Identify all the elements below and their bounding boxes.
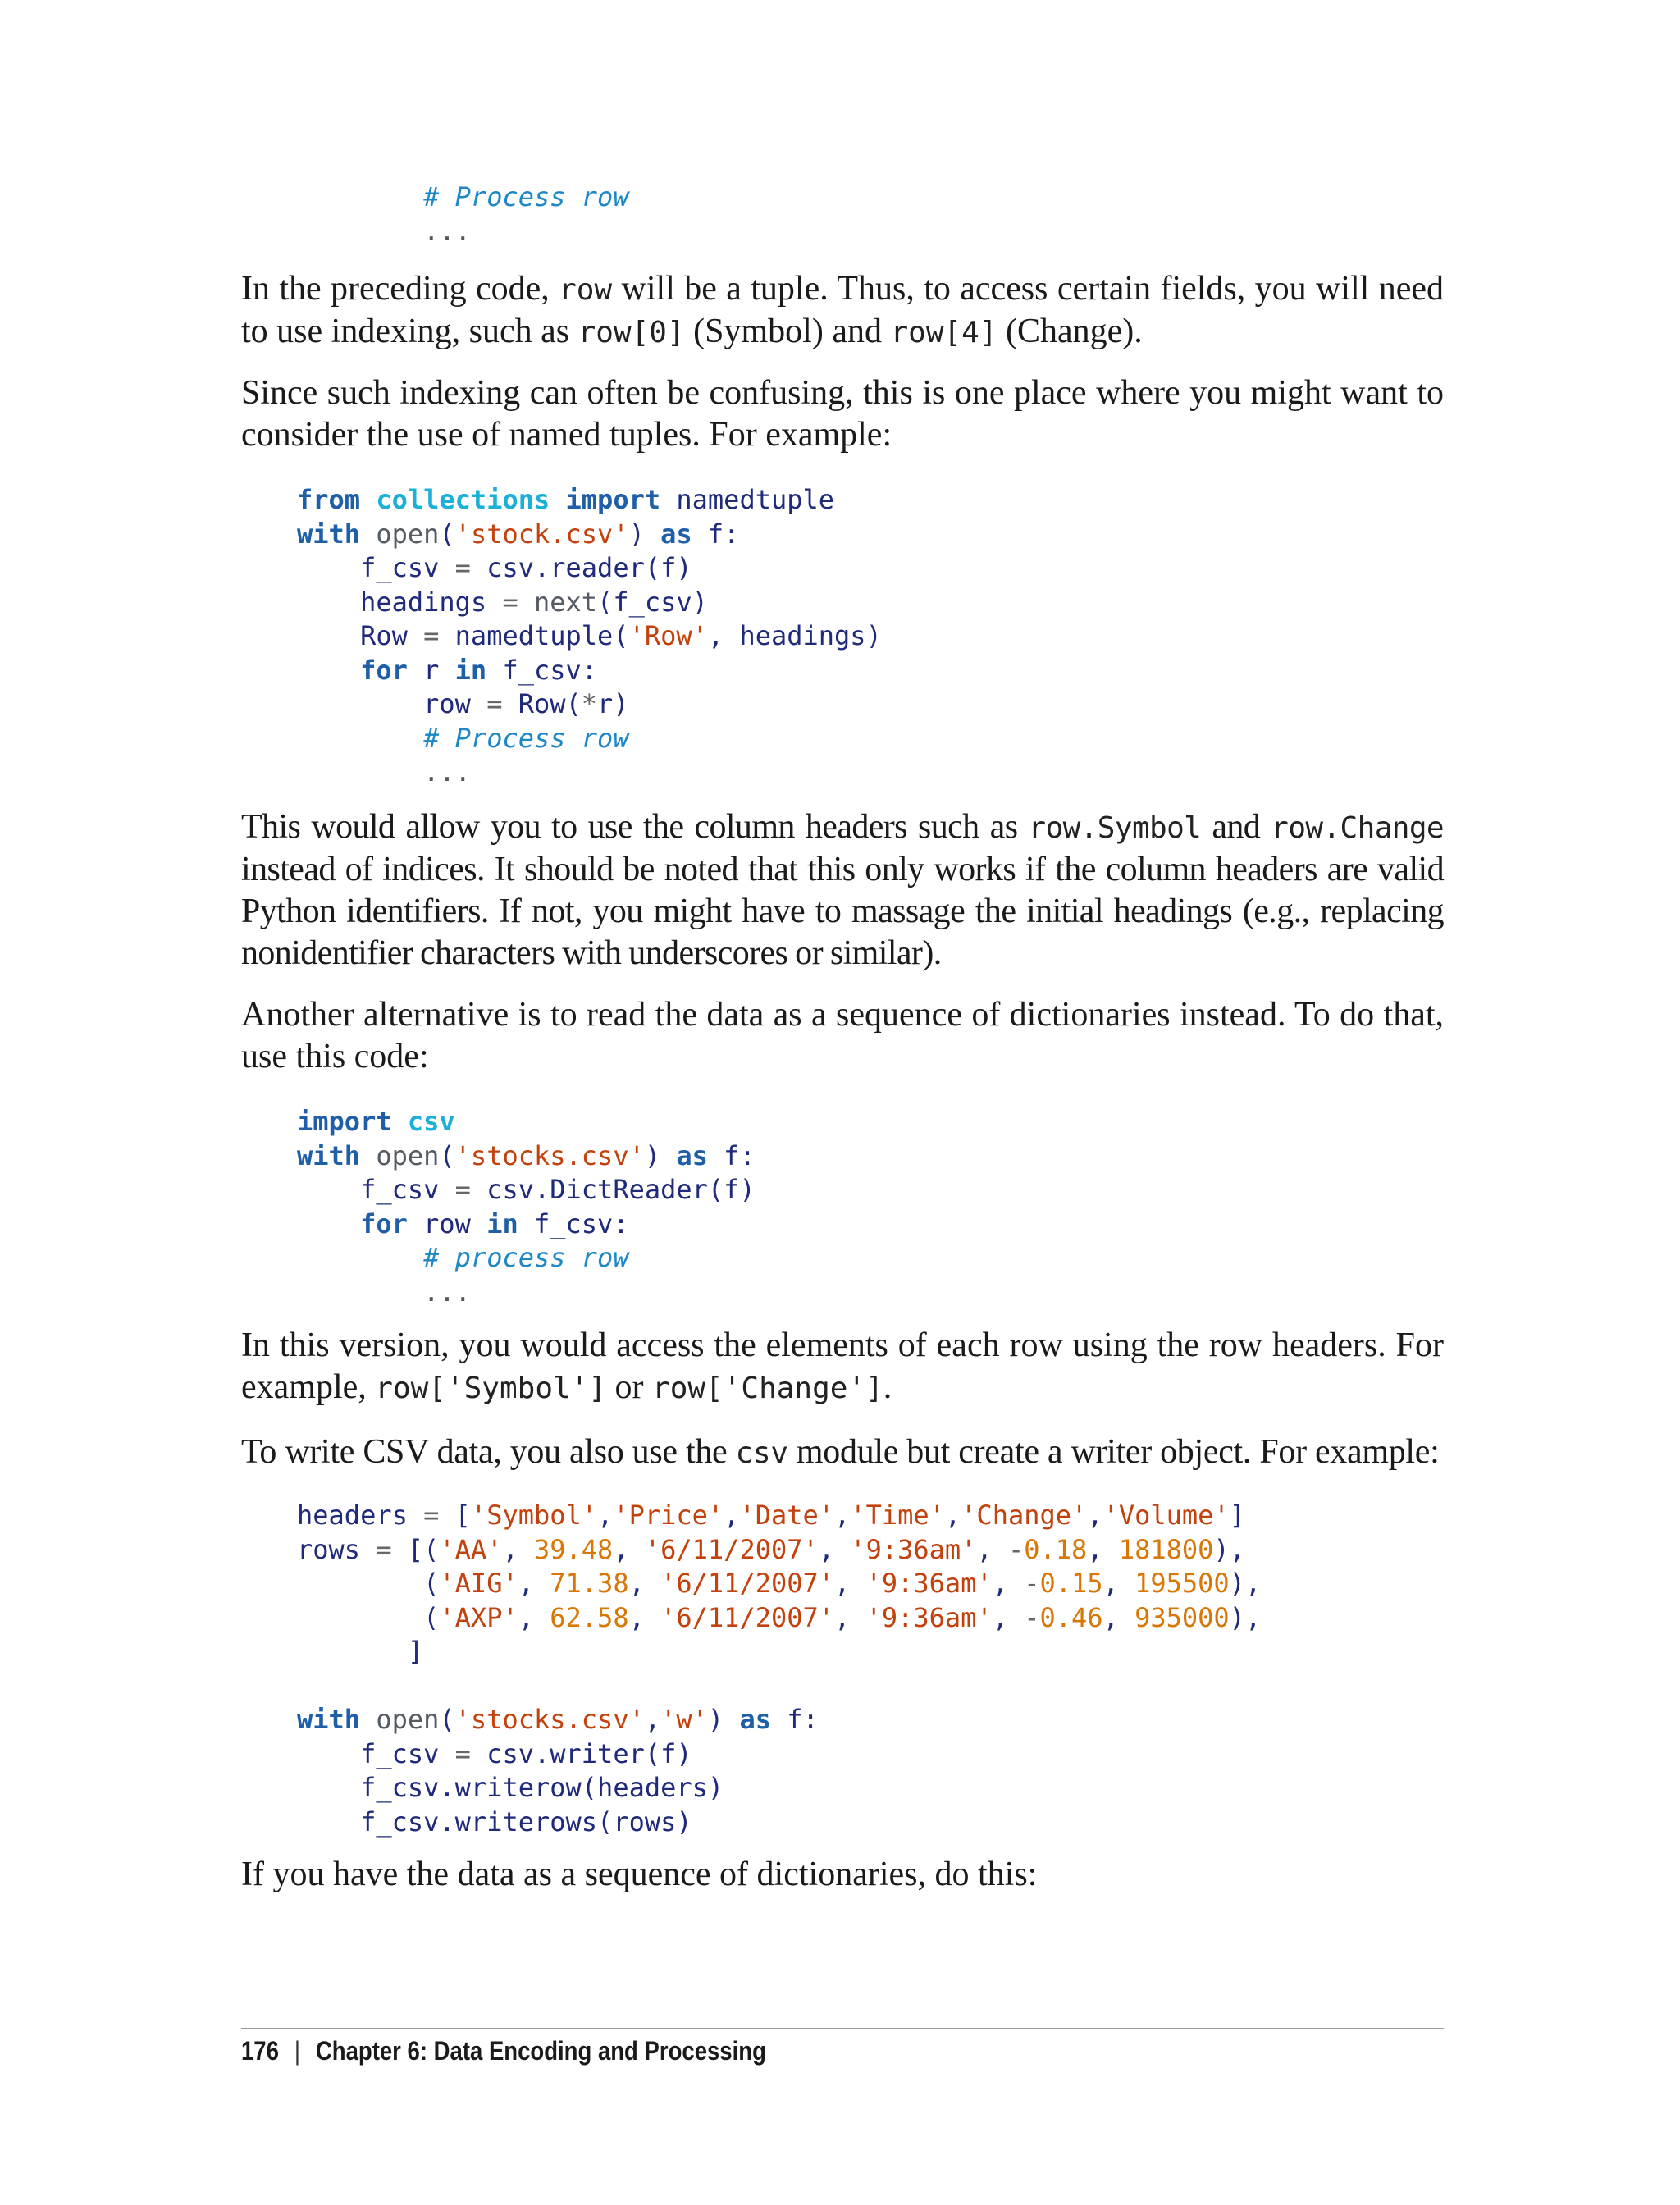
code-block-writer: headers = ['Symbol','Price','Date','Time','Change','Volume'] rows = [('AA', 39.48, '6/11/2007', '9:36am', -0.18, 181800), ('AIG', 71.38, '6/11/2007', '9:36am', -0.15, 195500), ('AXP', 62.58, '6/11/2007', '9:36am', -0.46, 935000), ] with open('stocks.csv','w') as f: f_csv = csv.writer(f) f_csv.writerow(headers) f_csv.writerows(rows) <box>297 1500 1262 1838</box>
paragraph-write-csv: To write CSV data, you also use the csv module but create a writer object. For example: <box>241 1433 1440 1471</box>
page-number: 176 <box>241 2036 279 2066</box>
paragraph-named-tuples: Since such indexing can often be confusing, this is one place where you might want to consider the use of named tuples. For example: <box>241 374 1444 454</box>
code-block-top: # Process row ... <box>423 181 629 247</box>
chapter-title: Chapter 6: Data Encoding and Processing <box>315 2036 766 2066</box>
code-block-dictreader: import csv with open('stocks.csv') as f: f_csv = csv.DictReader(f) for row in f_csv: # process row ... <box>297 1106 756 1308</box>
page-footer <box>241 2036 766 2066</box>
footer-rule <box>241 2028 1444 2029</box>
paragraph-dictionaries: Another alternative is to read the data as a sequence of dictionaries instead. To do that, use this code: <box>241 996 1444 1075</box>
paragraph-column-headers: This would allow you to use the column headers such as row.Symbol and row.Change instead of indices. It should be noted that this only works if the column headers are valid Python identifiers. If not, you might have to massage the initial headings (e.g., replacing nonidentifier characters with underscores or similar). <box>241 808 1444 972</box>
code-block-namedtuple: from collections import namedtuple with open('stock.csv') as f: f_csv = csv.reader(f) headings = next(f_csv) Row = namedtuple('Row', headings) for r in f_csv: row = Row(*r) # Process row ... <box>297 484 882 788</box>
paragraph-dict-sequence: If you have the data as a sequence of dictionaries, do this: <box>241 1856 1038 1893</box>
footer-separator: | <box>294 2036 300 2066</box>
paragraph-row-headers: In this version, you would access the elements of each row using the row headers. For example, row['Symbol'] or row['Change']. <box>241 1326 1444 1406</box>
paragraph-row-tuple: In the preceding code, row will be a tuple. Thus, to access certain fields, you will need to use indexing, such as row[0] (Symbol) and row[4] (Change). <box>241 270 1444 350</box>
